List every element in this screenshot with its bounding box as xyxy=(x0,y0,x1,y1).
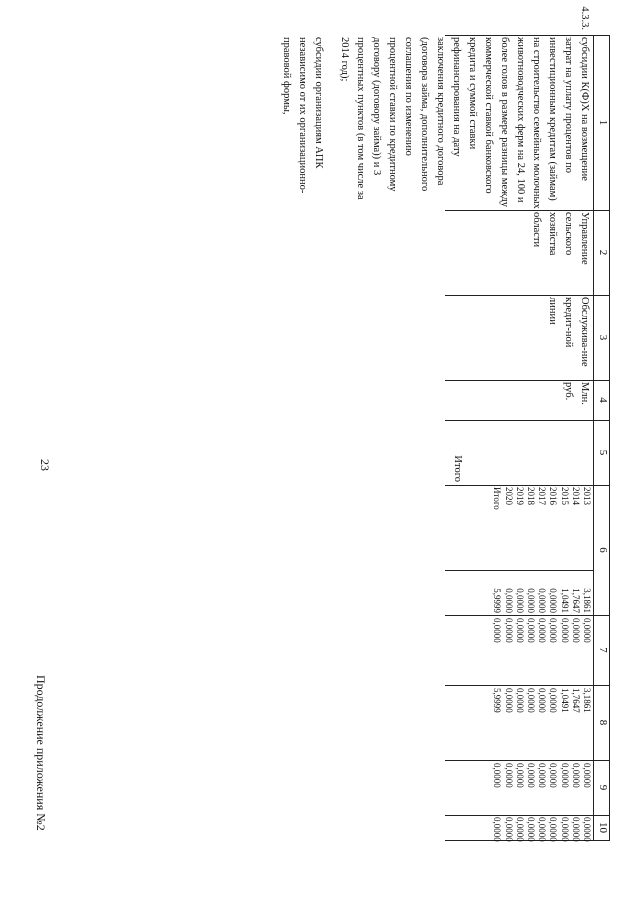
sep-4-5 xyxy=(445,420,610,421)
expense-type: Обслужива-ние кредит-ной линии xyxy=(547,297,590,367)
col10-value: 0,0000 xyxy=(525,817,536,842)
col9-value: 0,0000 xyxy=(514,763,525,788)
page-number: 23 xyxy=(38,459,52,471)
sep-6-7 xyxy=(445,615,610,616)
row-description-continued: субсидии организациям АПК независимо от их организационно-правовой формы, xyxy=(281,37,324,194)
col9-value: 0,0000 xyxy=(570,763,581,788)
col6-value: 0,0000 xyxy=(514,588,525,613)
col-7-values xyxy=(491,618,592,658)
year-2019: 2019 xyxy=(514,487,525,505)
col7-value: 0,0000 xyxy=(492,618,503,643)
sep-years-values xyxy=(445,570,593,571)
year-total: Итого xyxy=(492,487,503,510)
col-9-values xyxy=(491,763,592,803)
col6-value: 0,0000 xyxy=(537,588,548,613)
header-col-10: 10 xyxy=(597,822,609,833)
table-left-border xyxy=(445,35,610,36)
col10-value: 0,0000 xyxy=(559,817,570,842)
col8-value: 0,0000 xyxy=(537,688,548,713)
sep-3-4 xyxy=(445,380,610,381)
col9-value: 0,0000 xyxy=(548,763,559,788)
year-2015: 2015 xyxy=(559,487,570,505)
col6-value: 1,7647 xyxy=(570,588,581,613)
col8-value: 1,0491 xyxy=(559,688,570,713)
col10-value: 0,0000 xyxy=(503,817,514,842)
header-col-7: 7 xyxy=(597,647,609,653)
year-2016: 2016 xyxy=(548,487,559,505)
year-2018: 2018 xyxy=(525,487,536,505)
appendix-caption: Продолжение приложения №2 xyxy=(34,675,48,831)
col-6-values xyxy=(491,573,592,613)
unit-of-measure: Млн. руб. xyxy=(563,382,590,405)
col8-value: 1,7647 xyxy=(570,688,581,713)
year-2017: 2017 xyxy=(537,487,548,505)
col8-value: 0,0000 xyxy=(525,688,536,713)
table-top-border xyxy=(609,35,610,840)
row-number: 4.3.3. xyxy=(579,6,590,30)
header-col-1: 1 xyxy=(597,119,609,126)
col7-value: 0,0000 xyxy=(570,618,581,643)
year-2014: 2014 xyxy=(570,487,581,505)
col7-value: 0,0000 xyxy=(537,618,548,643)
col6-value: 5,9999 xyxy=(492,588,503,613)
col10-value: 0,0000 xyxy=(548,817,559,842)
header-col-6: 6 xyxy=(597,547,609,553)
col10-value: 0,0000 xyxy=(537,817,548,842)
col9-value: 0,0000 xyxy=(525,763,536,788)
header-bottom-border xyxy=(593,35,594,840)
col6-value: 0,0000 xyxy=(548,588,559,613)
year-2013: 2013 xyxy=(582,487,592,505)
col6-value: 1,0491 xyxy=(559,588,570,613)
years-list xyxy=(491,487,592,567)
col10-value: 0,0000 xyxy=(492,817,503,842)
sep-5-6 xyxy=(445,485,610,486)
sep-7-8 xyxy=(445,685,610,686)
header-col-9: 9 xyxy=(597,784,609,791)
col6-value: 0,0000 xyxy=(503,588,514,613)
sep-1-2 xyxy=(445,210,610,211)
col8-value: 0,0000 xyxy=(514,688,525,713)
col9-value: 0,0000 xyxy=(492,763,503,788)
col7-value: 0,0000 xyxy=(503,618,514,643)
col8-value: 3,1861 xyxy=(582,688,592,713)
total-label: Итого xyxy=(452,455,463,482)
header-col-5: 5 xyxy=(597,449,609,456)
col7-value: 0,0000 xyxy=(548,618,559,643)
col9-value: 0,0000 xyxy=(582,763,592,788)
col6-value: 0,0000 xyxy=(525,588,536,613)
col7-value: 0,0000 xyxy=(525,618,536,643)
col8-value: 0,0000 xyxy=(503,688,514,713)
sep-9-10 xyxy=(445,815,610,816)
col8-value: 5,9999 xyxy=(492,688,503,713)
sep-8-9 xyxy=(445,760,610,761)
row-description: субсидии К(Ф)Х на возмещение затрат на уплату процентов по инвестиционным кредитам (займам) на строительство семейных молочных животноводческих ферм на 24, 100 и более голов в размере разницы между коммерческой ставкой банковского кредита и суммой ставки рефинансирования на дату заключения кредитного договора (договора займа, дополнительного соглашения по изменению процентной ставки по кредитному договору (договору займа)) и 3 процентных пунктов (в том числе за 2014 год); субсидии организациям АПК независимо от их организационно-правовой формы, xyxy=(278,37,592,209)
header-col-2: 2 xyxy=(597,249,609,256)
header-col-3: 3 xyxy=(597,334,609,341)
sep-2-3 xyxy=(445,295,610,296)
col7-value: 0,0000 xyxy=(559,618,570,643)
header-col-8: 8 xyxy=(597,719,609,726)
col7-value: 0,0000 xyxy=(514,618,525,643)
col-10-values xyxy=(491,817,592,855)
col7-value: 0,0000 xyxy=(582,618,592,643)
col-8-values xyxy=(491,688,592,728)
col9-value: 0,0000 xyxy=(559,763,570,788)
col10-value: 0,0000 xyxy=(514,817,525,842)
header-col-4: 4 xyxy=(597,397,609,403)
col10-value: 0,0000 xyxy=(582,817,592,842)
col9-value: 0,0000 xyxy=(503,763,514,788)
year-2020: 2020 xyxy=(503,487,514,505)
col8-value: 0,0000 xyxy=(548,688,559,713)
col10-value: 0,0000 xyxy=(570,817,581,842)
rotated-page xyxy=(20,6,620,905)
budget-table xyxy=(20,6,620,905)
col6-value: 3,1861 xyxy=(582,588,592,613)
col9-value: 0,0000 xyxy=(537,763,548,788)
responsible-agency: Управление сельского хозяйства области xyxy=(531,212,590,265)
